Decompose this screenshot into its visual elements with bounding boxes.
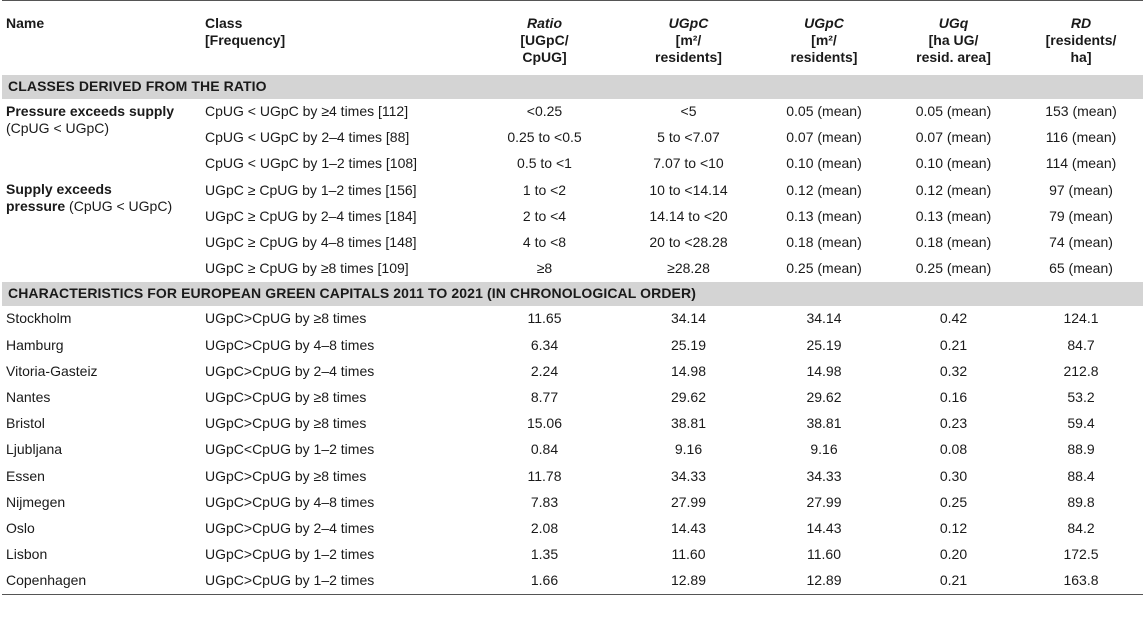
ugq-cell: 0.10 (mean) bbox=[915, 155, 992, 172]
ugq-cell: 0.25 bbox=[939, 493, 968, 510]
ratio-cell: 1.35 bbox=[530, 546, 559, 563]
ugpc2-cell: 14.43 bbox=[806, 519, 842, 536]
section-header-capitals bbox=[2, 282, 1143, 306]
ratio-cell: 6.34 bbox=[530, 336, 559, 353]
ugpc-cell: 14.14 to <20 bbox=[649, 207, 728, 224]
rd-cell: 212.8 bbox=[1063, 362, 1099, 379]
table-row bbox=[2, 99, 1143, 125]
ratio-cell: 15.06 bbox=[526, 415, 563, 432]
city-name-cell: Vitoria-Gasteiz bbox=[6, 362, 98, 379]
ugq-cell: 0.13 (mean) bbox=[915, 207, 992, 224]
ratio-cell: ≥8 bbox=[536, 260, 553, 277]
city-name-cell: Essen bbox=[6, 467, 45, 484]
ugpc2-cell: 34.14 bbox=[806, 310, 842, 327]
ugpc-cell: 29.62 bbox=[670, 388, 707, 405]
class-cell: UGpC>CpUG by 4–8 times bbox=[205, 336, 375, 353]
ugq-cell: 0.12 (mean) bbox=[915, 181, 992, 198]
class-cell: UGpC>CpUG by ≥8 times bbox=[205, 415, 367, 432]
class-cell: UGpC>CpUG by 2–4 times bbox=[205, 519, 375, 536]
city-name-cell: Stockholm bbox=[6, 310, 72, 327]
ugq-cell: 0.12 bbox=[939, 519, 968, 536]
header-ugq: UGq [ha UG/ resid. area] bbox=[916, 15, 991, 65]
section-header-classes bbox=[2, 75, 1143, 99]
rd-cell: 79 (mean) bbox=[1049, 207, 1113, 224]
rd-cell: 153 (mean) bbox=[1045, 103, 1117, 120]
class-cell: CpUG < UGpC by ≥4 times [112] bbox=[205, 103, 409, 120]
ugpc-cell: 12.89 bbox=[670, 572, 707, 589]
ratio-cell: 0.25 to <0.5 bbox=[507, 129, 582, 146]
rd-cell: 163.8 bbox=[1063, 572, 1099, 589]
header-rd: RD [residents/ ha] bbox=[1045, 15, 1117, 65]
rd-cell: 88.4 bbox=[1067, 467, 1095, 484]
data-table bbox=[2, 0, 1143, 595]
city-name-cell: Oslo bbox=[6, 519, 35, 536]
rd-cell: 84.2 bbox=[1067, 519, 1095, 536]
rd-cell: 97 (mean) bbox=[1049, 181, 1113, 198]
class-cell: UGpC>CpUG by 1–2 times bbox=[205, 572, 375, 589]
table-row bbox=[2, 568, 1143, 595]
ugpc2-cell: 0.13 (mean) bbox=[786, 207, 862, 224]
ugpc2-cell: 38.81 bbox=[806, 415, 842, 432]
ugpc2-cell: 9.16 bbox=[810, 441, 838, 458]
ugpc-cell: 14.43 bbox=[670, 519, 707, 536]
ratio-cell: 2.08 bbox=[530, 519, 559, 536]
ugpc-cell: 7.07 to <10 bbox=[653, 155, 724, 172]
ugpc-cell: 27.99 bbox=[670, 493, 707, 510]
ratio-cell: 0.84 bbox=[530, 441, 559, 458]
rd-cell: 65 (mean) bbox=[1049, 260, 1113, 277]
ugpc-cell: 5 to <7.07 bbox=[657, 129, 720, 146]
class-cell: UGpC>CpUG by ≥8 times bbox=[205, 310, 367, 327]
ratio-cell: 4 to <8 bbox=[522, 234, 567, 251]
ugpc-cell: 9.16 bbox=[674, 441, 703, 458]
table-header-row bbox=[2, 1, 1143, 75]
ugpc2-cell: 25.19 bbox=[806, 336, 842, 353]
rd-cell: 124.1 bbox=[1063, 310, 1099, 327]
ugq-cell: 0.21 bbox=[939, 572, 968, 589]
table-row bbox=[2, 384, 1143, 410]
ugq-cell: 0.05 (mean) bbox=[915, 103, 992, 120]
table-row bbox=[2, 515, 1143, 541]
ugq-cell: 0.30 bbox=[939, 467, 968, 484]
rd-cell: 53.2 bbox=[1067, 388, 1095, 405]
ugpc2-cell: 0.12 (mean) bbox=[786, 181, 862, 198]
city-name-cell: Copenhagen bbox=[6, 572, 87, 589]
ugq-cell: 0.21 bbox=[939, 336, 968, 353]
class-cell: UGpC ≥ CpUG by 1–2 times [156] bbox=[205, 181, 417, 198]
class-cell: UGpC>CpUG by 1–2 times bbox=[205, 546, 375, 563]
table-row bbox=[2, 358, 1143, 384]
rd-cell: 88.9 bbox=[1067, 441, 1095, 458]
ugpc2-cell: 34.33 bbox=[806, 467, 842, 484]
table-row bbox=[2, 437, 1143, 463]
ugq-cell: 0.42 bbox=[939, 310, 968, 327]
city-name-cell: Hamburg bbox=[6, 336, 64, 353]
rd-cell: 59.4 bbox=[1067, 415, 1095, 432]
class-cell: UGpC ≥ CpUG by 4–8 times [148] bbox=[205, 234, 417, 251]
ugq-cell: 0.25 (mean) bbox=[915, 260, 992, 277]
ugpc-cell: 25.19 bbox=[670, 336, 707, 353]
ratio-cell: 0.5 to <1 bbox=[517, 155, 572, 172]
ugq-cell: 0.20 bbox=[939, 546, 968, 563]
ratio-cell: 7.83 bbox=[530, 493, 559, 510]
class-cell: CpUG < UGpC by 2–4 times [88] bbox=[205, 129, 410, 146]
rd-cell: 172.5 bbox=[1063, 546, 1099, 563]
header-class: Class [Frequency] bbox=[205, 15, 286, 48]
ugpc2-cell: 11.60 bbox=[807, 546, 841, 563]
group-name-supply: Supply exceeds pressure (CpUG < UGpC) bbox=[6, 181, 173, 215]
city-name-cell: Nijmegen bbox=[6, 493, 66, 510]
group-name-pressure: Pressure exceeds supply (CpUG < UGpC) bbox=[6, 102, 175, 136]
ugpc-cell: 34.14 bbox=[670, 310, 707, 327]
ugpc2-cell: 0.07 (mean) bbox=[786, 129, 862, 146]
ugpc2-cell: 14.98 bbox=[806, 362, 842, 379]
ratio-cell: <0.25 bbox=[526, 103, 563, 120]
class-cell: UGpC>CpUG by ≥8 times bbox=[205, 388, 367, 405]
rd-cell: 114 (mean) bbox=[1045, 155, 1117, 172]
class-cell: UGpC ≥ CpUG by 2–4 times [184] bbox=[205, 207, 417, 224]
ugpc2-cell: 0.18 (mean) bbox=[786, 234, 862, 251]
ugpc-cell: 34.33 bbox=[670, 467, 707, 484]
ugq-cell: 0.08 bbox=[939, 441, 968, 458]
table-row bbox=[2, 489, 1143, 515]
ugpc-cell: 38.81 bbox=[670, 415, 707, 432]
header-name: Name bbox=[6, 15, 45, 31]
class-cell: UGpC>CpUG by 2–4 times bbox=[205, 362, 375, 379]
ugpc-cell: 20 to <28.28 bbox=[649, 234, 728, 251]
table-row bbox=[2, 542, 1143, 568]
ugq-cell: 0.32 bbox=[939, 362, 968, 379]
rd-cell: 116 (mean) bbox=[1045, 129, 1117, 146]
ugq-cell: 0.07 (mean) bbox=[915, 129, 992, 146]
ugpc-cell: 14.98 bbox=[670, 362, 707, 379]
ratio-cell: 2.24 bbox=[530, 362, 559, 379]
ugpc-cell: ≥28.28 bbox=[667, 260, 710, 277]
ugpc2-cell: 0.05 (mean) bbox=[786, 103, 862, 120]
class-cell: UGpC>CpUG by ≥8 times bbox=[205, 467, 367, 484]
class-cell: UGpC<CpUG by 1–2 times bbox=[205, 441, 375, 458]
header-ugpc-2: UGpC [m²/ residents] bbox=[790, 15, 858, 65]
ugpc2-cell: 12.89 bbox=[806, 572, 842, 589]
ratio-cell: 11.65 bbox=[527, 310, 562, 327]
ugpc2-cell: 27.99 bbox=[806, 493, 842, 510]
table-row bbox=[2, 332, 1143, 358]
class-cell: UGpC ≥ CpUG by ≥8 times [109] bbox=[205, 260, 409, 277]
ratio-cell: 2 to <4 bbox=[522, 207, 567, 224]
city-name-cell: Nantes bbox=[6, 388, 51, 405]
ratio-cell: 11.78 bbox=[527, 467, 562, 484]
header-ratio: Ratio [UGpC/ CpUG] bbox=[520, 15, 569, 65]
ugq-cell: 0.16 bbox=[939, 388, 968, 405]
ratio-cell: 1.66 bbox=[530, 572, 559, 589]
city-name-cell: Bristol bbox=[6, 415, 45, 432]
ratio-cell: 1 to <2 bbox=[522, 181, 567, 198]
class-cell: UGpC>CpUG by 4–8 times bbox=[205, 493, 375, 510]
city-name-cell: Ljubljana bbox=[6, 441, 63, 458]
ratio-cell: 8.77 bbox=[530, 388, 559, 405]
rd-cell: 74 (mean) bbox=[1049, 234, 1113, 251]
table-row bbox=[2, 306, 1143, 332]
city-name-cell: Lisbon bbox=[6, 546, 48, 563]
ugpc-cell: 11.60 bbox=[671, 546, 706, 563]
ugpc-cell: <5 bbox=[680, 103, 697, 120]
ugpc2-cell: 0.25 (mean) bbox=[786, 260, 862, 277]
ugpc2-cell: 0.10 (mean) bbox=[786, 155, 862, 172]
class-cell: CpUG < UGpC by 1–2 times [108] bbox=[205, 155, 418, 172]
rd-cell: 89.8 bbox=[1067, 493, 1095, 510]
rd-cell: 84.7 bbox=[1067, 336, 1095, 353]
table-row bbox=[2, 411, 1143, 437]
ugpc-cell: 10 to <14.14 bbox=[649, 181, 728, 198]
table-row bbox=[2, 177, 1143, 203]
header-ugpc-1: UGpC [m²/ residents] bbox=[655, 15, 722, 65]
section-title: CLASSES DERIVED FROM THE RATIO bbox=[2, 75, 1143, 99]
section-title: CHARACTERISTICS FOR EUROPEAN GREEN CAPITALS 2011 TO 2021 (IN CHRONOLOGICAL ORDER) bbox=[2, 282, 1143, 306]
ugq-cell: 0.18 (mean) bbox=[915, 234, 992, 251]
table-row bbox=[2, 463, 1143, 489]
ugq-cell: 0.23 bbox=[939, 415, 968, 432]
ugpc2-cell: 29.62 bbox=[806, 388, 842, 405]
